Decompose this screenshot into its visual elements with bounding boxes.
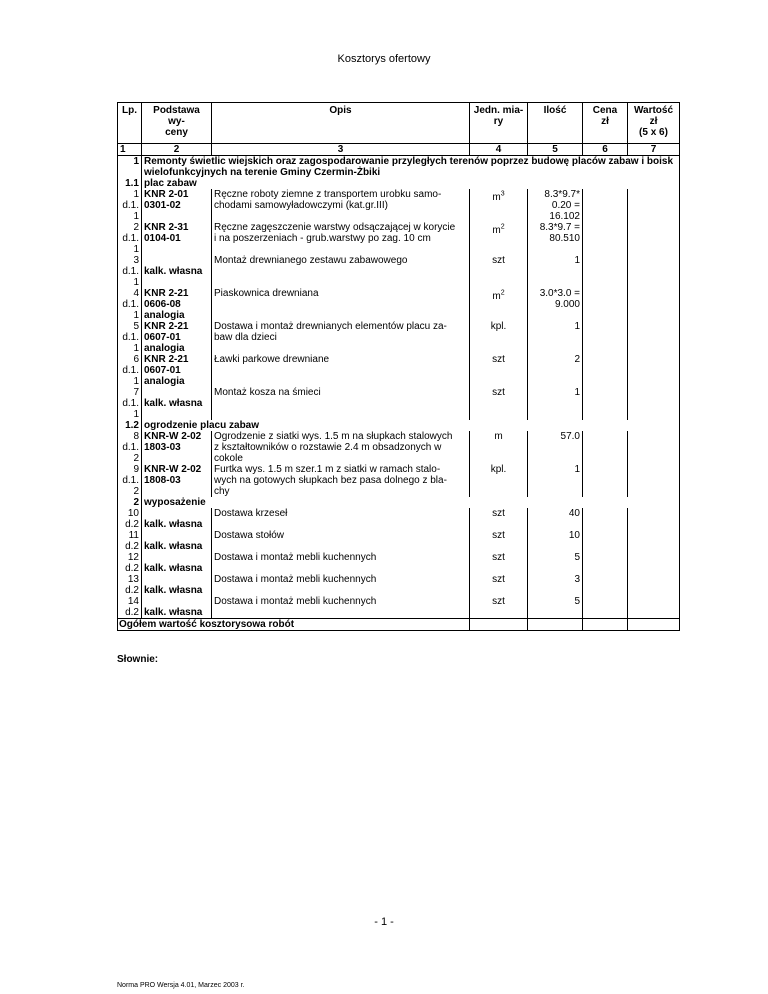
position-number: 8 d.1. 2 (118, 431, 142, 464)
total-label: Ogółem wartość kosztorysowa robót (118, 619, 470, 631)
value (628, 464, 680, 497)
col-number: 4 (470, 144, 528, 156)
basis-code: kalk. własna (142, 574, 212, 596)
total-empty-cell (583, 619, 628, 631)
quantity: 1 (528, 387, 583, 420)
unit-price (583, 321, 628, 354)
unit: szt (470, 574, 528, 596)
position-description: Ręczne roboty ziemne z transportem urobku samo- chodami samowyładowczymi (kat.gr.III) (212, 189, 470, 222)
section-title: wyposażenie (142, 497, 680, 508)
basis-code: KNR 2-21 0607-01 analogia (142, 354, 212, 387)
position-description: Dostawa i montaż mebli kuchennych (212, 574, 470, 596)
basis-code: kalk. własna (142, 596, 212, 619)
col-number: 2 (142, 144, 212, 156)
position-number: 11 d.2 (118, 530, 142, 552)
amount-in-words-label: Słownie: (117, 654, 159, 665)
position-number: 10 d.2 (118, 508, 142, 530)
basis-code: KNR-W 2-02 1803-03 (142, 431, 212, 464)
quantity: 5 (528, 596, 583, 619)
position-description: Dostawa i montaż mebli kuchennych (212, 596, 470, 619)
position-number: 9 d.1. 2 (118, 464, 142, 497)
col-number: 6 (583, 144, 628, 156)
table-row (118, 288, 680, 321)
header-jm: Jedn. mia- ry (470, 103, 528, 144)
value (628, 387, 680, 420)
table-row (118, 574, 680, 596)
basis-code: kalk. własna (142, 530, 212, 552)
table-row (118, 596, 680, 619)
basis-code: KNR 2-31 0104-01 (142, 222, 212, 255)
footer-version: Norma PRO Wersja 4.01, Marzec 2003 r. (117, 982, 245, 989)
value (628, 321, 680, 354)
unit: szt (470, 255, 528, 288)
quantity: 8.3*9.7* 0.20 = 16.102 (528, 189, 583, 222)
basis-code: kalk. własna (142, 552, 212, 574)
unit-price (583, 189, 628, 222)
value (628, 596, 680, 619)
unit-price (583, 288, 628, 321)
unit-price (583, 431, 628, 464)
unit: szt (470, 596, 528, 619)
quantity: 2 (528, 354, 583, 387)
unit: $m^2$ (470, 288, 528, 321)
position-description: Dostawa i montaż drewnianych elementów placu za- baw dla dzieci (212, 321, 470, 354)
page-number: - 1 - (374, 916, 394, 928)
table-row (118, 354, 680, 387)
basis-code: kalk. własna (142, 255, 212, 288)
table-row (118, 387, 680, 420)
unit-price (583, 508, 628, 530)
value (628, 552, 680, 574)
column-numbers-row (118, 144, 680, 156)
position-number: 13 d.2 (118, 574, 142, 596)
quantity: 10 (528, 530, 583, 552)
table-row (118, 255, 680, 288)
value (628, 530, 680, 552)
value (628, 222, 680, 255)
section-title: Remonty świetlic wiejskich oraz zagospodarowanie przyległych terenów poprzez budowę placów zabaw i boisk wielofunkcyjnych na terenie Gminy Czermin-Żbiki (142, 156, 680, 179)
value (628, 288, 680, 321)
col-number: 5 (528, 144, 583, 156)
header-wartosc: Wartość zł (5 x 6) (628, 103, 680, 144)
total-empty-cell (528, 619, 583, 631)
table-row (118, 321, 680, 354)
position-number: 1 d.1. 1 (118, 189, 142, 222)
value (628, 354, 680, 387)
unit: m (470, 431, 528, 464)
unit-price (583, 552, 628, 574)
position-number: 5 d.1. 1 (118, 321, 142, 354)
header-cena: Cena zł (583, 103, 628, 144)
quantity: 5 (528, 552, 583, 574)
position-number: 14 d.2 (118, 596, 142, 619)
section-row (118, 497, 680, 508)
position-number: 6 d.1. 1 (118, 354, 142, 387)
unit-price (583, 530, 628, 552)
basis-code: KNR-W 2-02 1808-03 (142, 464, 212, 497)
position-description: Ogrodzenie z siatki wys. 1.5 m na słupkach stalowych z kształtowników o rozstawie 2.4 m obsadzonych w cokole (212, 431, 470, 464)
position-number: 12 d.2 (118, 552, 142, 574)
unit-price (583, 464, 628, 497)
unit: szt (470, 508, 528, 530)
section-number: 2 (118, 497, 142, 508)
unit: kpl. (470, 464, 528, 497)
position-description: Dostawa i montaż mebli kuchennych (212, 552, 470, 574)
header-lp: Lp. (118, 103, 142, 144)
total-empty-cell (470, 619, 528, 631)
page-title: Kosztorys ofertowy (337, 53, 431, 65)
position-description: Montaż drewnianego zestawu zabawowego (212, 255, 470, 288)
header-ilosc: Ilość (528, 103, 583, 144)
unit: $m^3$ (470, 189, 528, 222)
section-row (118, 156, 680, 179)
table-row (118, 464, 680, 497)
unit-price (583, 387, 628, 420)
position-number: 2 d.1. 1 (118, 222, 142, 255)
value (628, 508, 680, 530)
value (628, 431, 680, 464)
unit: kpl. (470, 321, 528, 354)
quantity: 3.0*3.0 = 9.000 (528, 288, 583, 321)
unit-price (583, 354, 628, 387)
cost-estimate-table (117, 102, 680, 631)
quantity: 3 (528, 574, 583, 596)
section-row (118, 420, 680, 431)
section-number: 1.2 (118, 420, 142, 431)
section-title: ogrodzenie placu zabaw (142, 420, 680, 431)
col-number: 1 (118, 144, 142, 156)
header-podstawa: Podstawa wy- ceny (142, 103, 212, 144)
quantity: 1 (528, 321, 583, 354)
section-number: 1.1 (118, 178, 142, 189)
position-description: Furtka wys. 1.5 m szer.1 m z siatki w ramach stalo- wych na gotowych słupkach bez pasa dolnego z bla- chy (212, 464, 470, 497)
basis-code: kalk. własna (142, 387, 212, 420)
unit: szt (470, 530, 528, 552)
quantity: 1 (528, 255, 583, 288)
value (628, 574, 680, 596)
unit-price (583, 596, 628, 619)
position-number: 4 d.1. 1 (118, 288, 142, 321)
position-description: Ławki parkowe drewniane (212, 354, 470, 387)
position-description: Dostawa stołów (212, 530, 470, 552)
basis-code: kalk. własna (142, 508, 212, 530)
col-number: 3 (212, 144, 470, 156)
quantity: 8.3*9.7 = 80.510 (528, 222, 583, 255)
value (628, 255, 680, 288)
unit: szt (470, 354, 528, 387)
table-row (118, 552, 680, 574)
section-number: 1 (118, 156, 142, 179)
unit-price (583, 255, 628, 288)
header-opis: Opis (212, 103, 470, 144)
value (628, 189, 680, 222)
quantity: 57.0 (528, 431, 583, 464)
position-description: Ręczne zagęszczenie warstwy odsączającej w korycie i na poszerzeniach - grub.warstwy po zag. 10 cm (212, 222, 470, 255)
section-title: plac zabaw (142, 178, 680, 189)
quantity: 40 (528, 508, 583, 530)
table-row (118, 530, 680, 552)
total-value (628, 619, 680, 631)
position-number: 7 d.1. 1 (118, 387, 142, 420)
quantity: 1 (528, 464, 583, 497)
total-row (118, 619, 680, 631)
basis-code: KNR 2-21 0606-08 analogia (142, 288, 212, 321)
table-row (118, 431, 680, 464)
table-row (118, 222, 680, 255)
position-number: 3 d.1. 1 (118, 255, 142, 288)
position-description: Dostawa krzeseł (212, 508, 470, 530)
unit: szt (470, 552, 528, 574)
unit-price (583, 222, 628, 255)
unit: szt (470, 387, 528, 420)
position-description: Piaskownica drewniana (212, 288, 470, 321)
basis-code: KNR 2-21 0607-01 analogia (142, 321, 212, 354)
section-row (118, 178, 680, 189)
table-row (118, 189, 680, 222)
unit: $m^2$ (470, 222, 528, 255)
col-number: 7 (628, 144, 680, 156)
header-row (118, 103, 680, 144)
unit-price (583, 574, 628, 596)
table-row (118, 508, 680, 530)
position-description: Montaż kosza na śmieci (212, 387, 470, 420)
basis-code: KNR 2-01 0301-02 (142, 189, 212, 222)
